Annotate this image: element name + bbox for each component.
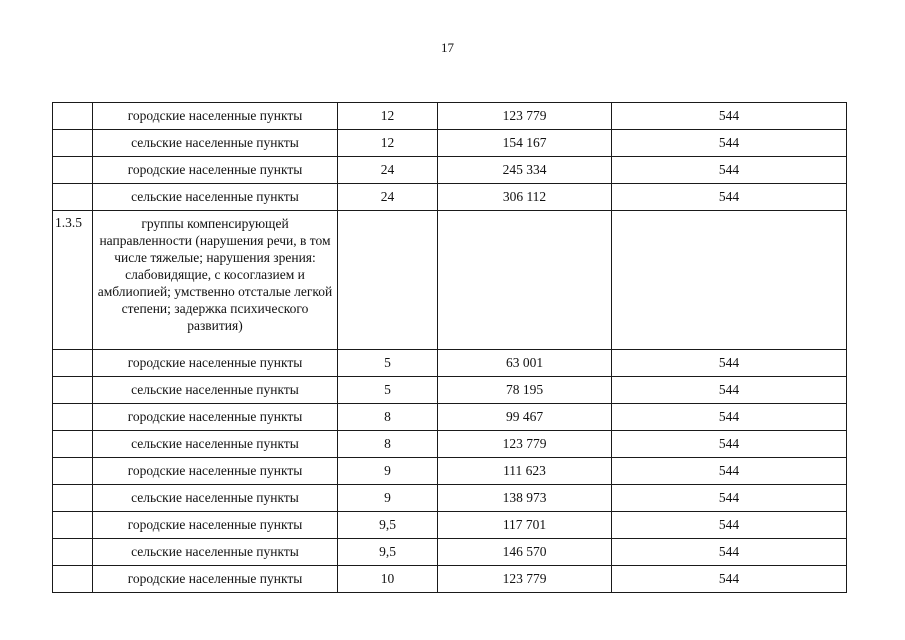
row-number bbox=[53, 539, 93, 566]
group-hours: 8 bbox=[338, 404, 438, 431]
cost-value: 306 112 bbox=[438, 184, 612, 211]
settlement-type: сельские населенные пункты bbox=[93, 184, 338, 211]
cost-value: 111 623 bbox=[438, 458, 612, 485]
table-row bbox=[53, 377, 847, 404]
section-row bbox=[53, 211, 847, 350]
group-hours: 10 bbox=[338, 566, 438, 593]
settlement-type: городские населенные пункты bbox=[93, 512, 338, 539]
settlement-type: городские населенные пункты bbox=[93, 404, 338, 431]
row-number bbox=[53, 157, 93, 184]
settlement-type: сельские населенные пункты bbox=[93, 539, 338, 566]
group-hours: 9 bbox=[338, 485, 438, 512]
settlement-type: городские населенные пункты bbox=[93, 350, 338, 377]
row-number bbox=[53, 512, 93, 539]
row-number bbox=[53, 103, 93, 130]
days-value: 544 bbox=[612, 485, 847, 512]
tariff-table bbox=[52, 102, 847, 593]
group-hours: 9,5 bbox=[338, 512, 438, 539]
page-number: 17 bbox=[441, 40, 454, 55]
days-value: 544 bbox=[612, 539, 847, 566]
days-value: 544 bbox=[612, 184, 847, 211]
table-row bbox=[53, 350, 847, 377]
row-number bbox=[53, 377, 93, 404]
table-row bbox=[53, 184, 847, 211]
settlement-type: городские населенные пункты bbox=[93, 157, 338, 184]
table-row bbox=[53, 566, 847, 593]
cost-value: 123 779 bbox=[438, 103, 612, 130]
settlement-type: городские населенные пункты bbox=[93, 103, 338, 130]
group-hours: 8 bbox=[338, 431, 438, 458]
days-value: 544 bbox=[612, 103, 847, 130]
cost-value: 63 001 bbox=[438, 350, 612, 377]
table-row bbox=[53, 539, 847, 566]
group-hours: 12 bbox=[338, 130, 438, 157]
cost-value: 117 701 bbox=[438, 512, 612, 539]
days-value: 544 bbox=[612, 130, 847, 157]
cost-value: 138 973 bbox=[438, 485, 612, 512]
row-number bbox=[53, 431, 93, 458]
group-hours: 9,5 bbox=[338, 539, 438, 566]
row-number bbox=[53, 350, 93, 377]
days-value: 544 bbox=[612, 350, 847, 377]
settlement-type: сельские населенные пункты bbox=[93, 485, 338, 512]
table-row bbox=[53, 103, 847, 130]
cost-value: 123 779 bbox=[438, 566, 612, 593]
table-row bbox=[53, 404, 847, 431]
table-row bbox=[53, 485, 847, 512]
cost-value: 99 467 bbox=[438, 404, 612, 431]
group-hours: 5 bbox=[338, 350, 438, 377]
group-hours: 12 bbox=[338, 103, 438, 130]
section-number: 1.3.5 bbox=[53, 211, 93, 350]
table-row bbox=[53, 458, 847, 485]
table-row bbox=[53, 130, 847, 157]
days-value bbox=[612, 211, 847, 350]
group-hours: 24 bbox=[338, 157, 438, 184]
group-hours bbox=[338, 211, 438, 350]
cost-value: 245 334 bbox=[438, 157, 612, 184]
days-value: 544 bbox=[612, 377, 847, 404]
settlement-type: городские населенные пункты bbox=[93, 566, 338, 593]
row-number bbox=[53, 566, 93, 593]
table-row bbox=[53, 431, 847, 458]
group-hours: 5 bbox=[338, 377, 438, 404]
cost-value bbox=[438, 211, 612, 350]
settlement-type: сельские населенные пункты bbox=[93, 130, 338, 157]
settlement-type: сельские населенные пункты bbox=[93, 377, 338, 404]
settlement-type: городские населенные пункты bbox=[93, 458, 338, 485]
days-value: 544 bbox=[612, 458, 847, 485]
cost-value: 154 167 bbox=[438, 130, 612, 157]
days-value: 544 bbox=[612, 566, 847, 593]
row-number bbox=[53, 485, 93, 512]
settlement-type: сельские населенные пункты bbox=[93, 431, 338, 458]
row-number bbox=[53, 458, 93, 485]
table-row bbox=[53, 157, 847, 184]
row-number bbox=[53, 130, 93, 157]
section-title: группы компенсирующей направленности (нарушения речи, в том числе тяжелые; нарушения зрения: слабовидящие, с косоглазием и амблиопией; умственно отсталые легкой степени; задержка психического развития) bbox=[93, 211, 338, 350]
group-hours: 24 bbox=[338, 184, 438, 211]
cost-value: 123 779 bbox=[438, 431, 612, 458]
cost-value: 78 195 bbox=[438, 377, 612, 404]
days-value: 544 bbox=[612, 404, 847, 431]
group-hours: 9 bbox=[338, 458, 438, 485]
row-number bbox=[53, 404, 93, 431]
cost-value: 146 570 bbox=[438, 539, 612, 566]
table-body bbox=[53, 103, 847, 593]
table-row bbox=[53, 512, 847, 539]
row-number bbox=[53, 184, 93, 211]
days-value: 544 bbox=[612, 512, 847, 539]
days-value: 544 bbox=[612, 431, 847, 458]
days-value: 544 bbox=[612, 157, 847, 184]
